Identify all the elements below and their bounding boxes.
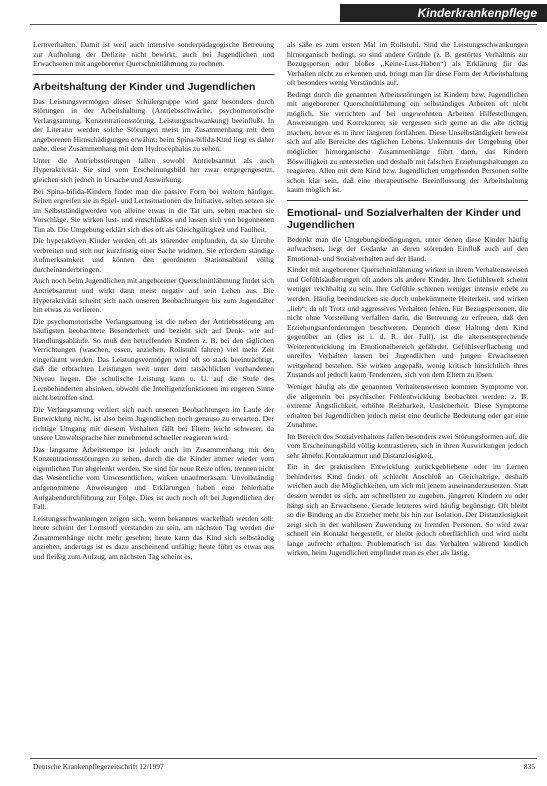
section-heading: Arbeitshaltung der Kinder und Jugendlichen: [33, 80, 256, 93]
section-title: Kinderkrankenpflege: [417, 6, 537, 20]
left-column: [33, 40, 274, 752]
paragraph: Auch noch beim Jugendlichen mit angeborener Querschnittlähmung findet sich Antriebsarmut und wirkt dann meist negativ auf sein Leben aus. Die Hyperaktivität scheint sich nach unseren Beobachtungen bis zum Jugendalter hin etwas zu verlieren.: [33, 276, 274, 315]
section-divider: [33, 74, 274, 75]
paragraph: Weniger häufig als die genannten Verhaltensweisen kommen Symptome vor, die allgemein bei psychischer Fehlentwicklung beobachtet werden: z. B. extreme Ängstlichkeit, erhöhte Reizbarkeit, Unsicherheit. Diese Symptome erhalten bei Jugendlichen jedoch meist eine deutliche Bedeutung oder gar eine Zunahme.: [287, 381, 528, 430]
paragraph: Unter die Antriebsstörungen fallen sowohl Antriebsarmut als auch Hyperaktivität. Sie sind vom Erscheinungsbild her zwar entgegengesetzt, gleichen sich jedoch in Ursache und Auswirkung.: [33, 155, 274, 185]
footer-rule: [30, 758, 537, 759]
section-divider: [287, 200, 528, 201]
paragraph: Bei Spina-bifida-Kindern findet man die passive Form bei weitem häufiger. Selten ergreifen sie in Spiel- und Lernsituationen die Initiative, selten setzen sie im Selbstständigwerden von alleine etwas in die Tat um, selten machen sie Vorschläge. Sie wirken lust- und entschlußlos und lassen sich von begonnenen Tun ab. Die Umgebung erklärt sich dies oft als Gleichgültigkeit und Faulheit.: [33, 186, 274, 234]
paragraph: Kinder mit angeborener Querschnittlähmung wirken in ihrem Verhaltensweisen und Gefühlsäußerungen oft anders als andere Kinder. Ihre Gefühlswelt scheint weniger reichhaltig zu sein. Ihre Gefühle schienen weniger intensiv erlebt zu werden. Häufig beeindrucken sie durch unbekümmerte Heiterkeit, und wirken „lieb“; da oft Trotz und aggressives Verhalten fehlen. Für Bezugspersonen, die nicht ohne Vorstellung verfallen darin, die Betreuung zu erfreuen, daß den Erziehungsanforderungen beschweren. Dennoch diese Haltung dem Kind gegenüber an (dies ist i. d. R. der Fall), ist die altersentsprechende Weiterentwicklung im Emotionalbereich gefährdet. Gefühlsverflachung und unreifes Verhalten lassen bei Jugendlichen und jungen Erwachsenen weitgehend bestehen. Sie wirken angepaßt, wenig kritisch hinsichtlich ihres Zustands auf jedoch kaum Tendenzen, sich von dem Eltern zu lösen.: [287, 265, 528, 380]
header-rule: [30, 24, 537, 25]
intro-paragraph: Lernverhalten. Damit ist weil auch intensive sonderpädagogische Betreuung zur Aufholung der Defizite nicht bewirkt, auch bei Jugendlichen und Erwachsenen mit angeborener Querschnittlähmung zu rechnen.: [33, 40, 274, 69]
paragraph: als säße es zum ersten Mal im Rollstuhl. Sind die Leistungsschwankungen hirnorganisch bedingt, so sind andere Gründe (z. B. gestörtes Verhältnis zur Bezugsperson oder bloßes „Keine-Lust-Haben“) als Erklärung für das Verhalten nicht zu erkennen und, bringt man für diese Form der Arbeitshaltung oft besonders wenig Verständnis auf.: [287, 40, 528, 88]
paragraph: Bedenkt man die Umgebungsbedingungen, unter denen diese Kinder häufig aufwachsen, liegt der Gedanke an deren störenden Einfluß auch auf den Emotional- und Sozialverhalten auf der Hand.: [287, 234, 528, 263]
page-number: 835: [523, 762, 535, 771]
journal-citation: Deutsche Krankenpflegezeitschrift 12/1997: [33, 762, 164, 771]
paragraph: Die Verlangsamung verliert sich nach unseren Beobachtungen im Laufe der Entwicklung nicht, ist also beim Jugendlichen noch genauso zu erwarten. Der richtige Umgang mit diesem Verhalten fällt bei Eltern leicht schwerer, da unsere Umweltsprache hier zunehmend schneller reagieren wird.: [33, 404, 274, 443]
paragraph: Bedingt durch die genannten Arbeitsstörungen ist Kindern bzw. Jugendlichen mit angeborener Querschnittlähmung ein selbständiges Arbeiten oft nicht möglich. Sie verrichten auf bei ungewohnten Arbeiten Hilfestellungen, Anweisungen und Korrekturen; sie vergessen sich gerne an die alte richtig machen, bevor es in ihrer längeren fortfahren. Diese Unselbständigkeit beweist sich auf alle Bereiche des täglichen Lebens. Unkenntnis der Umgebung über möglicher hirnorganische Zusammenhänge führt dann, das Kindern Böswilligkeit zu unterstellen und deshalb mit falschen Erziehungshaltungen zu reagieren. Allen mit dem Kind bzw. Jugendlichen umgehenden Personen sollte schon klar sein, daß eine therapeutische Beeinflussung der Arbeitshaltung kaum möglich ist.: [287, 89, 528, 195]
paragraph: Im Bereich des Sozialverhaltens fallen besonders zwei Störungsformen auf, die vom Erscheinungsbild völlig kontrastieren, sich in ihren Auswirkungen jedoch sehr ähneln: Kontaktarmut und Distanzlosigkeit.: [287, 431, 528, 460]
section-heading: Emotional- und Sozialverhalten der Kinder und Jugendlichen: [287, 206, 521, 231]
paragraph: Das Leistungsvermögen dieser Schülergruppe wird ganz besonders durch Störungen in der Arbeitshaltung (Antriebsschwäche, psychomotorische Verlangsamung, Konzentrationsstörung, Leistungsschwankung) beeinflußt. In der Literatur werden solche Störungen meist im Zusammenhang mit dem angeborenen Hirnschädigungen erwähnt; beim Spina-bifida-Kind liegt es daher nahe, diese Zusammenhang mit dem Hydrocephalus zu sehen.: [33, 96, 274, 154]
paragraph: Leistungsschwankungen zeigen sich, wenn bekanntes wackelhaft werden soll: heute scheint der Lernstoff verstanden zu sein, am nächsten Tag werden die Zusammenhänge nicht mehr gesehen; heute kann das Kind sich selbständig anziehen, andertags ist es dazu anscheinend unfähig; heute führt es etwas aus und fleißig zum Aufzug, am nächsten Tag scheint es,: [33, 513, 274, 561]
paragraph: Ein in der praktischen Entwicklung zurückgebliebene oder im Lernen behindertes Kind findet oft schlecht Anschluß an Gleichaltrige, deshalb weichen auch die Möglichkeiten, um sich mit jenem auseinanderzusetzen. Statt dessen wendet es sich, am schnellsten zu zugeben, jüngeren Kindern zu oder hängt sich an Erwachsene. Gerade letzteres wird häufig begünstigt. Oft bleibt so die Bindung an die Erzieher mehr bis hin zur Isolation. Der Distanzlosigkeit zeigt sich in der wahllosen Zuwendung zu fremden Personen. So wird zwar schnell ein Kontakt hergestellt, er bleibt jedoch oberflächlich und wird nicht lange aufrecht erhalten. Problematisch ist das Verhalten während kindlich wirken, beim Jugendlichen empfindet man es eher als lästig.: [287, 462, 528, 558]
right-column: [287, 40, 528, 752]
paragraph: Die psychomotorische Verlangsamung ist die neben der Antriebsstörung am häufigsten beobachtete Besonderheit und bezieht sich auf Denk- wie auf Handlungsabläufe. So muß den betreffenden Kindern z. B. bei den täglichen Verrichtungen (waschen, essen, anziehen, Rollstuhl fahren) viel mehr Zeit eingeräumt werden. Das Leistungsvermögen wird oft so stark beeinträchtigt, daß die erbrachten Leistungen weit unter dem tatsächlichen vorhandenen Niveau liegen. Die schulische Leistung kann u. U. auf die Stufe des Lernbehinderten absinken, obwohl die Intelligenzfunktionen im engeren Sinne nicht betroffen sind.: [33, 316, 274, 403]
page-header: [0, 0, 547, 30]
paragraph: Die hyperaktiven Kinder werden oft als störender empfunden, da sie Unruhe verbreiten und sich nur kurzfristig einer Sache widmen. Sie erfordern ständige Aufmerksamkeit und können den geordneten Stationsablauf völlig durcheinanderbringen.: [33, 236, 274, 274]
paragraph: Das langsame Arbeitstempo ist jedoch auch im Zusammenhang mit den Konzentrationsstörungen zu sehen, durch die die Kinder immer wieder vom eigentlichen Tun abgelenkt werden. Sie sind für neue Reize offen, trennen nicht das Wesentliche vom Unwesentlichen, wirken unaufmerksam. Unvollständig aufgenommene Anweisungen und Erklärungen haben eine fehlerhafte Aufgabendurchführung zur Folge. Dies ist auch noch oft bei Jugendlichen der Fall.: [33, 444, 274, 512]
